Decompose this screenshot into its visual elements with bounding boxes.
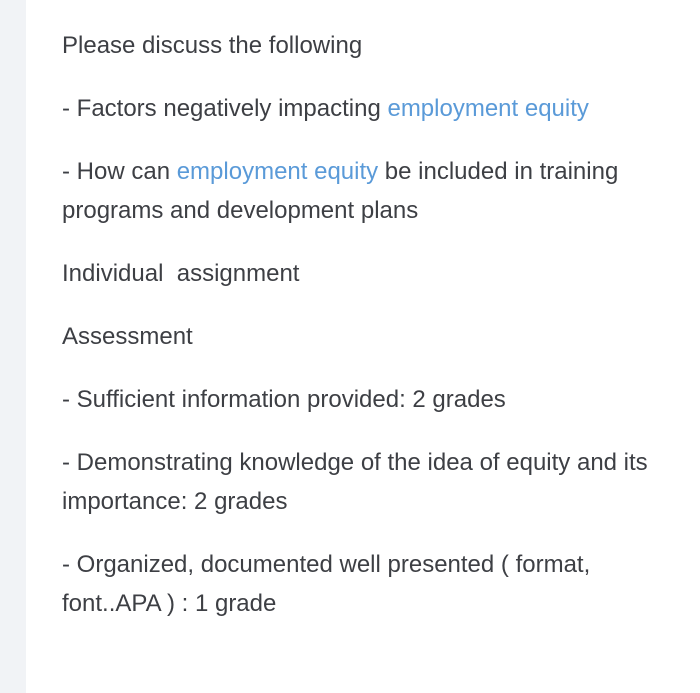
criterion-3 [62,545,682,623]
left-side-strip [0,0,26,693]
discussion-item-2 [62,152,682,230]
criterion-2 [62,443,682,521]
intro-text: Please discuss the following [62,32,363,59]
employment-equity-link-2[interactable]: employment equity [176,158,379,185]
intro-line [62,26,682,65]
assignment-type-text: Individual assignment [62,260,300,287]
employment-equity-link-1[interactable]: employment equity [387,95,589,122]
criterion-1 [62,380,682,419]
assignment-text [62,26,682,647]
criterion-2-text: - Demonstrating knowledge of the idea of equity and its importance: 2 grades [62,449,648,515]
item2-prefix: - How can [62,158,177,185]
criterion-3-text: - Organized, documented well presented ( format, font..APA ) : 1 grade [62,551,591,617]
item1-prefix: - Factors negatively impacting [62,95,388,122]
assignment-type [62,254,682,293]
assessment-heading-text: Assessment [62,323,193,350]
item2-suffix: be included in training programs and development plans [62,158,619,224]
assessment-heading [62,317,682,356]
discussion-item-1 [62,89,682,128]
criterion-1-text: - Sufficient information provided: 2 grades [62,386,506,413]
